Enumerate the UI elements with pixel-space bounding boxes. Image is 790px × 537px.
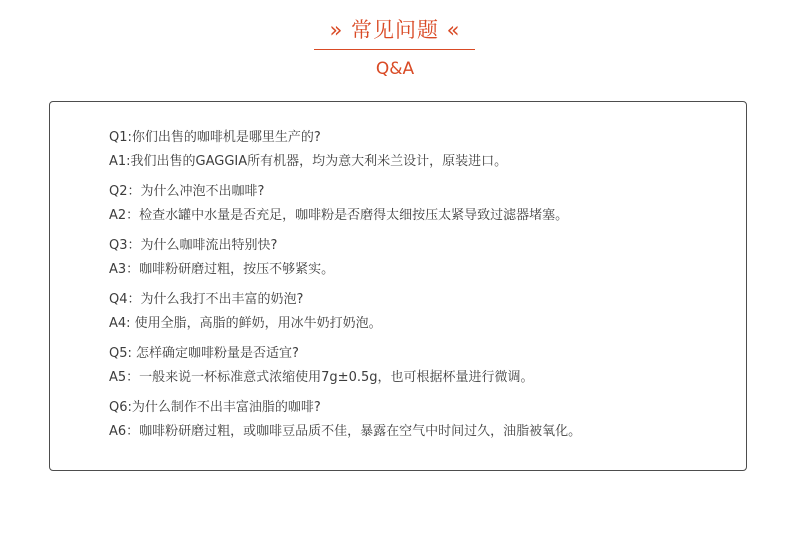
- faq-answer: A3：咖啡粉研磨过粗，按压不够紧实。: [109, 262, 335, 277]
- faq-item-3: [109, 234, 729, 288]
- faq-question: Q3：为什么咖啡流出特别快?: [109, 238, 278, 253]
- faq-question: Q6:为什么制作不出丰富油脂的咖啡?: [109, 400, 321, 415]
- page-subtitle: Q&A: [375, 59, 415, 79]
- faq-question: Q4：为什么我打不出丰富的奶泡?: [109, 292, 304, 307]
- faq-panel: [49, 101, 747, 471]
- page-title: » 常见问题 «: [329, 18, 461, 42]
- faq-answer: A2：检查水罐中水量是否充足，咖啡粉是否磨得太细按压太紧导致过滤器堵塞。: [109, 208, 569, 223]
- faq-question: Q2：为什么冲泡不出咖啡?: [109, 184, 265, 199]
- faq-answer: A4: 使用全脂，高脂的鲜奶，用冰牛奶打奶泡。: [109, 316, 382, 331]
- faq-item-4: [109, 288, 729, 342]
- faq-item-2: [109, 180, 729, 234]
- faq-item-5: [109, 342, 729, 396]
- faq-answer: A5：一般来说一杯标准意式浓缩使用7g±0.5g，也可根据杯量进行微调。: [109, 370, 534, 385]
- header: [0, 0, 790, 90]
- faq-question: Q1:你们出售的咖啡机是哪里生产的?: [109, 130, 321, 145]
- faq-list: [109, 126, 729, 450]
- faq-answer: A1:我们出售的GAGGIA所有机器，均为意大利米兰设计，原装进口。: [109, 154, 508, 169]
- faq-item-1: [109, 126, 729, 180]
- faq-question: Q5: 怎样确定咖啡粉量是否适宜?: [109, 346, 299, 361]
- faq-item-6: [109, 396, 729, 450]
- title-underline: [314, 49, 475, 50]
- faq-answer: A6：咖啡粉研磨过粗，或咖啡豆品质不佳，暴露在空气中时间过久，油脂被氧化。: [109, 424, 582, 439]
